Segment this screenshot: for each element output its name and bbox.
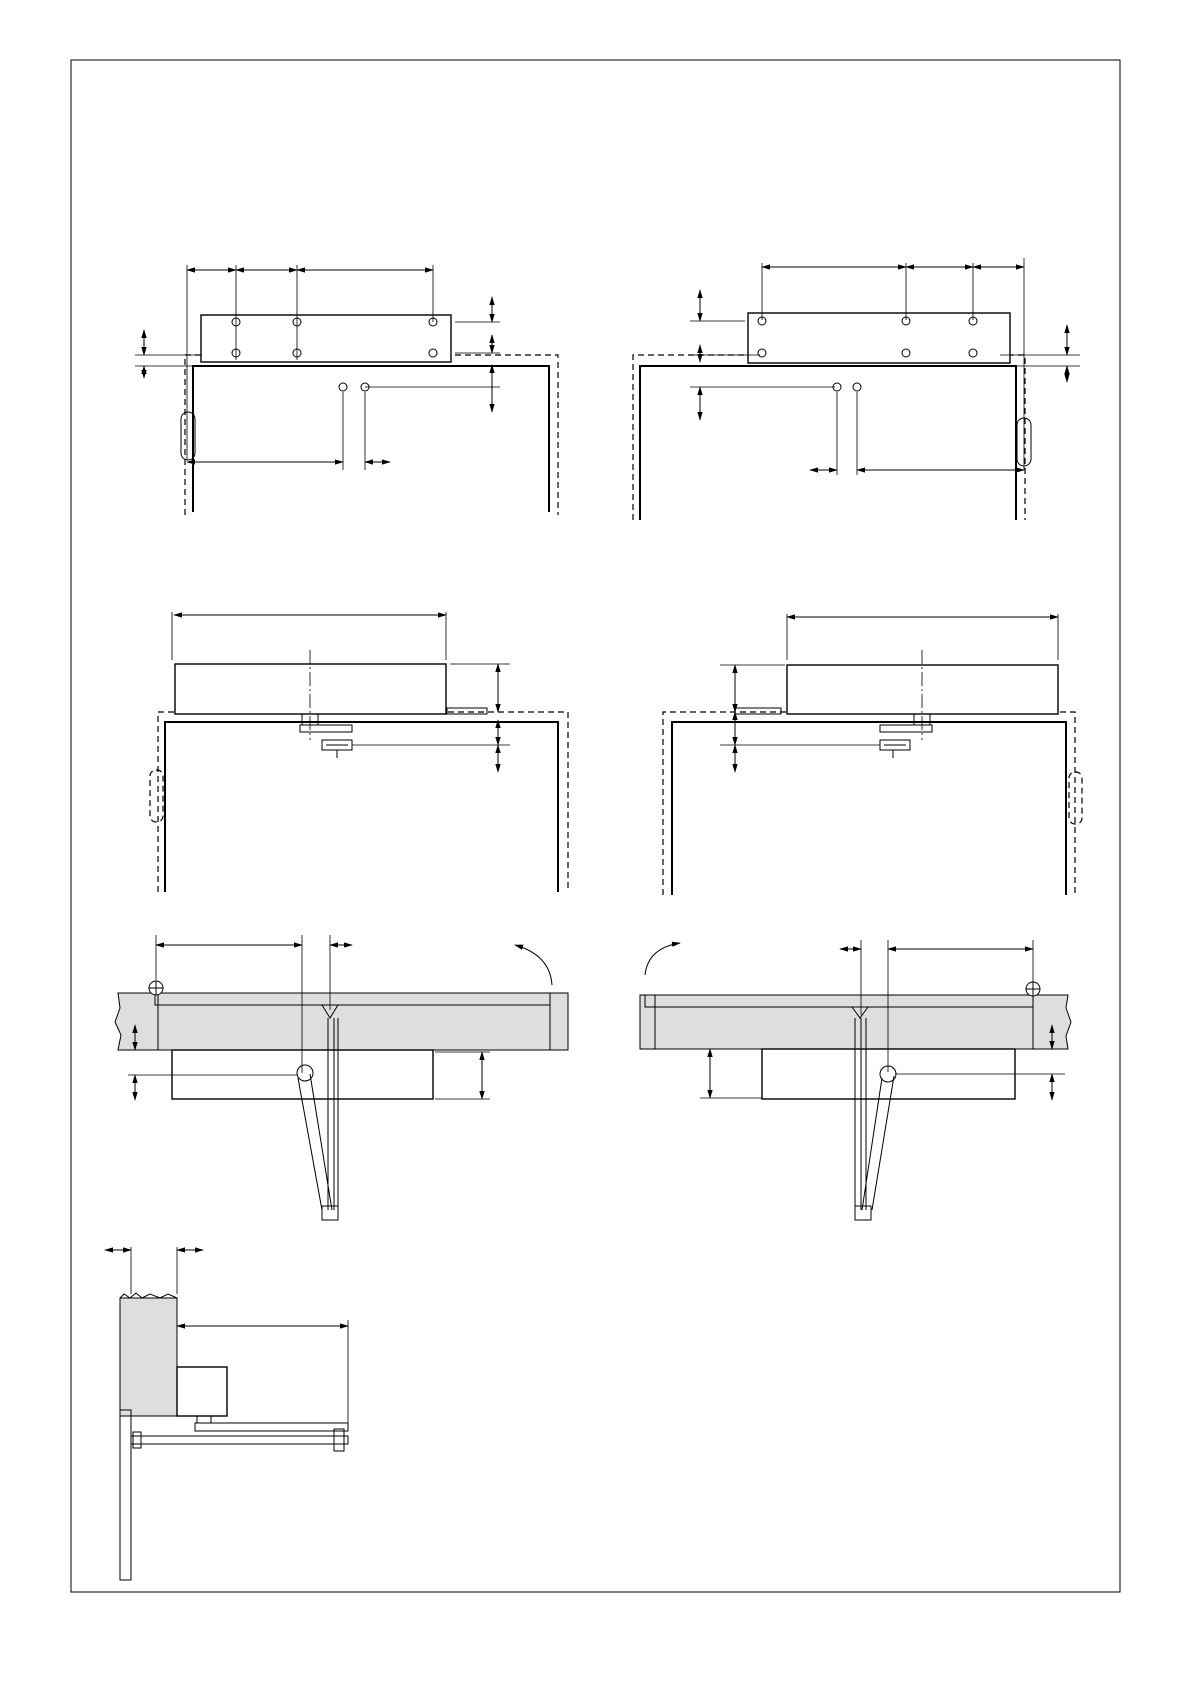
- plan-view-right: [640, 940, 1071, 1220]
- drilling-template-right: [633, 258, 1080, 520]
- door-leaf-section: [120, 1410, 131, 1580]
- swing-arrow: [645, 943, 680, 975]
- wall-section: [120, 1298, 177, 1416]
- closer-body: [175, 664, 446, 714]
- sheet-frame: [71, 60, 1120, 1592]
- side-section: [105, 1247, 348, 1580]
- closer-body: [787, 665, 1058, 714]
- closer-elevation-left: [150, 612, 568, 892]
- closer-elevation-right: [663, 614, 1082, 895]
- drilling-template-left: [135, 265, 558, 515]
- swing-arrow: [515, 945, 552, 985]
- closer-body: [177, 1367, 227, 1416]
- plan-view-left: [115, 935, 568, 1220]
- hinge: [150, 770, 163, 822]
